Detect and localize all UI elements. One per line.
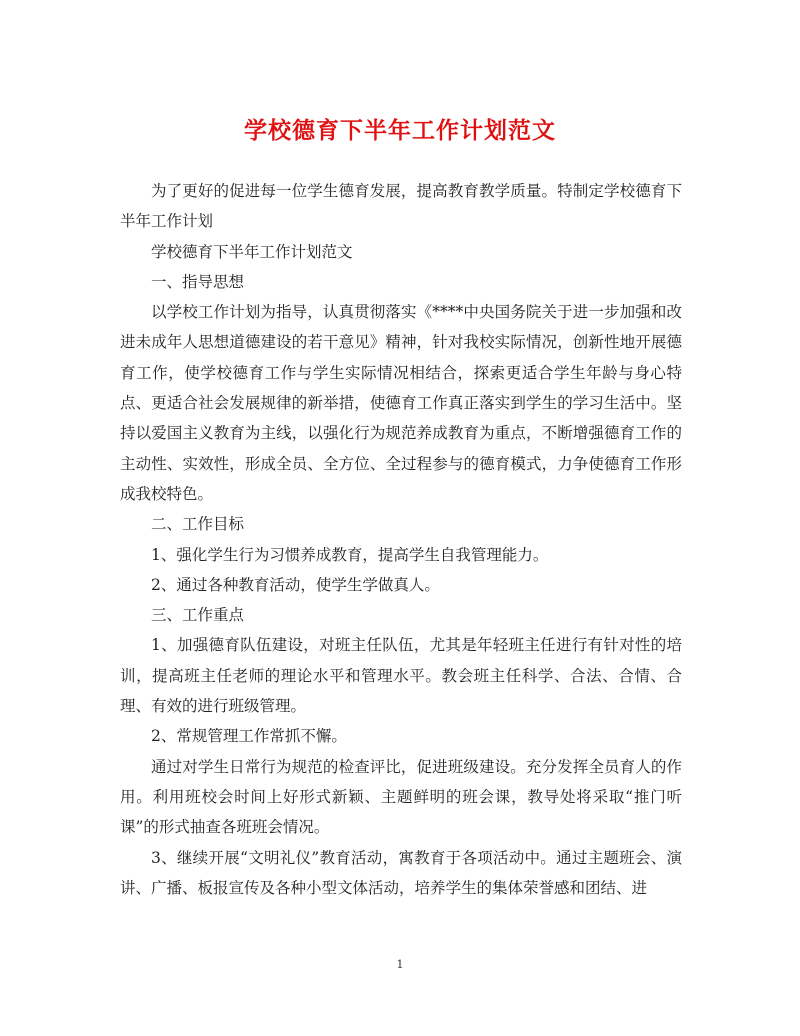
section-heading-work-focus: 三、工作重点	[151, 606, 245, 625]
work-focus-item-3: 3、继续开展“文明礼仪”教育活动，寓教育于各项活动中。通过主题班会、演讲、广播、板报宣传及各种小型文体活动，培养学生的集体荣誉感和团结、进	[120, 848, 682, 897]
guiding-ideology-paragraph: 以学校工作计划为指导，认真贯彻落实《****中央国务院关于进一步加强和改进未成年人思想道德建设的若干意见》精神，针对我校实际情况，创新性地开展德育工作，使学校德育工作与学生实际情况相结合，探索更适合学生年龄与身心特点、更适合社会发展规律的新举措，使德育工作真正落实到学生的学习生活中。坚持以爱国主义教育为主线，以强化行为规范养成教育为重点，不断增强德育工作的主动性、实效性，形成全员、全方位、全过程参与的德育模式，力争使德育工作形成我校特色。	[120, 303, 682, 503]
work-focus-item-2-detail: 通过对学生日常行为规范的检查评比，促进班级建设。充分发挥全员育人的作用。利用班校会时间上好形式新颖、主题鲜明的班会课，教导处将采取“推门听课”的形式抽查各班班会情况。	[120, 757, 682, 837]
subtitle-paragraph: 学校德育下半年工作计划范文	[151, 242, 353, 261]
document-title: 学校德育下半年工作计划范文	[244, 117, 556, 144]
intro-paragraph: 为了更好的促进每一位学生德育发展，提高教育教学质量。特制定学校德育下半年工作计划	[120, 182, 682, 231]
work-goal-item-2: 2、通过各种教育活动，使学生学做真人。	[151, 575, 440, 594]
work-focus-item-1: 1、加强德育队伍建设，对班主任队伍，尤其是年轻班主任进行有针对性的培训，提高班主任老师的理论水平和管理水平。教会班主任科学、合法、合情、合理、有效的进行班级管理。	[120, 636, 682, 716]
section-heading-guiding-ideology: 一、指导思想	[151, 272, 245, 291]
page-number: 1	[396, 958, 404, 971]
section-heading-work-goals: 二、工作目标	[151, 515, 245, 534]
document-body	[120, 176, 682, 903]
work-focus-item-2: 2、常规管理工作常抓不懈。	[151, 727, 347, 746]
work-goal-item-1: 1、强化学生行为习惯养成教育，提高学生自我管理能力。	[151, 545, 549, 564]
